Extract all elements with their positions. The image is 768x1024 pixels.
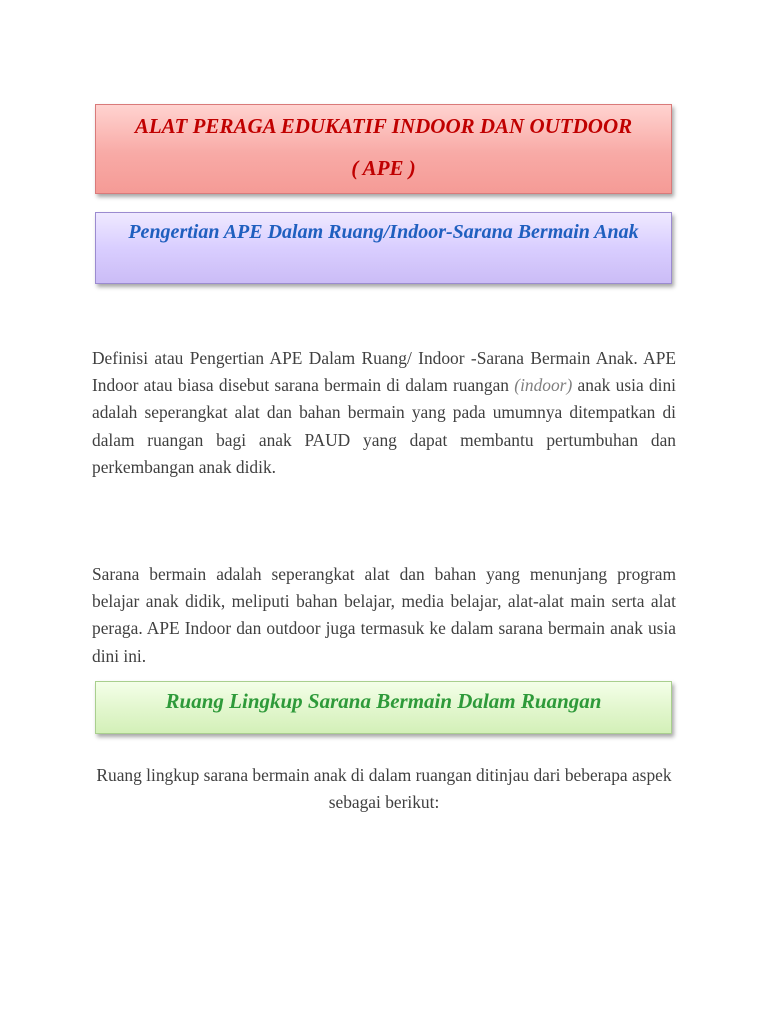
section-heading-box-definition: [95, 212, 672, 284]
document-title-box: [95, 104, 672, 194]
section-heading-scope: Ruang Lingkup Sarana Bermain Dalam Ruangan: [165, 689, 602, 713]
paragraph-definition-italic: (indoor): [514, 375, 573, 396]
document-title-abbreviation: ( APE ): [351, 156, 416, 180]
section-heading-box-scope: [95, 681, 672, 734]
section-heading-definition: Pengertian APE Dalam Ruang/Indoor-Sarana Bermain Anak: [128, 221, 639, 243]
document-title: ALAT PERAGA EDUKATIF INDOOR DAN OUTDOOR: [134, 114, 633, 138]
paragraph-scope-intro: Ruang lingkup sarana bermain anak di dalam ruangan ditinjau dari beberapa aspek sebagai berikut:: [96, 765, 672, 813]
paragraph-definition: [92, 345, 676, 481]
paragraph-definition-text-2: anak usia dini adalah seperangkat alat dan bahan bermain yang pada umumnya ditempatkan di dalam ruangan bagi anak PAUD yang dapat membantu pertumbuhan dan perkembangan anak didik.: [92, 375, 676, 477]
paragraph-sarana-bermain: Sarana bermain adalah seperangkat alat dan bahan yang menunjang program belajar anak didik, meliputi bahan belajar, media belajar, alat-alat main serta alat peraga. APE Indoor dan outdoor juga termasuk ke dalam sarana bermain anak usia dini ini.: [92, 564, 676, 666]
paragraph-definition-text-1: Definisi atau Pengertian APE Dalam Ruang/ Indoor -Sarana Bermain Anak. APE Indoor atau biasa disebut sarana bermain di dalam ruangan: [92, 348, 676, 396]
